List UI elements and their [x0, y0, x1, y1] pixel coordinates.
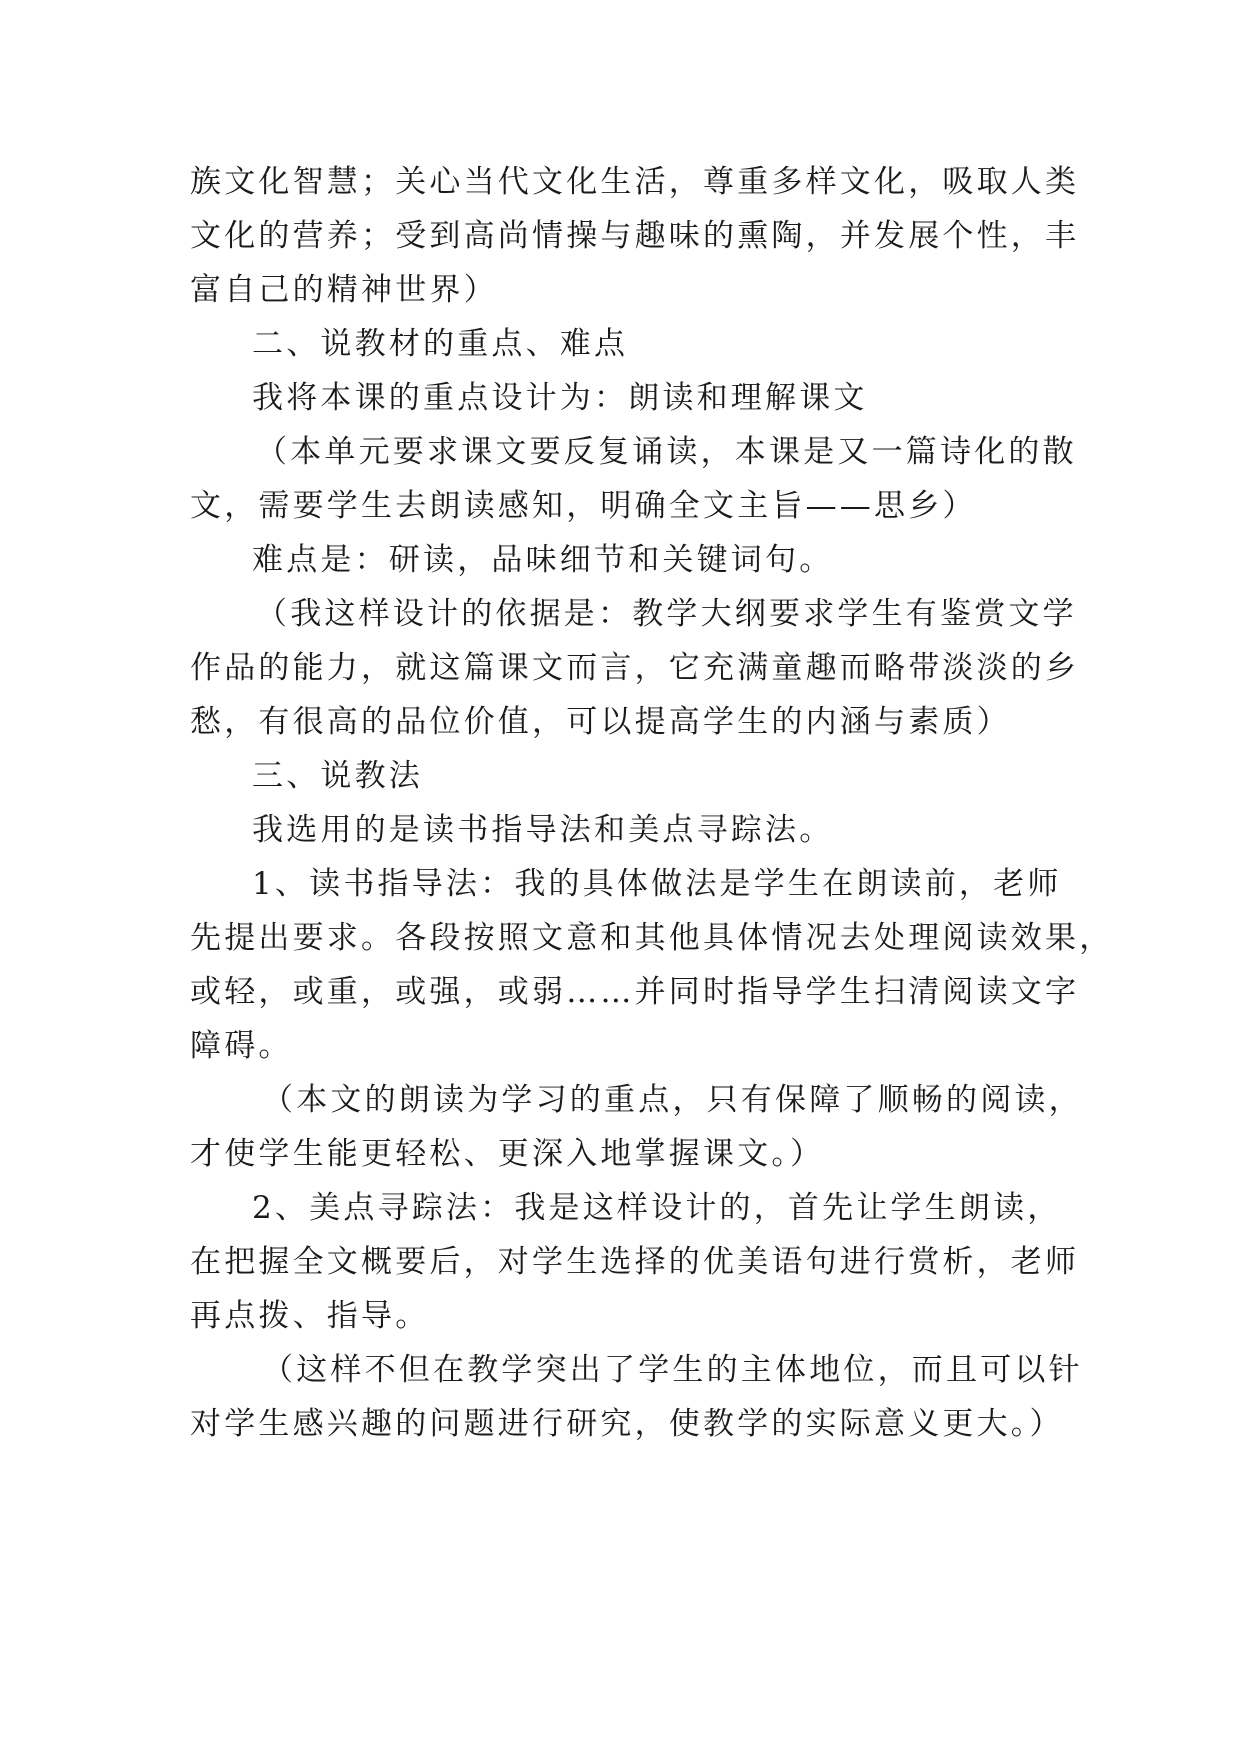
- text-line: 难点是：研读，品味细节和关键词句。: [252, 542, 834, 578]
- text-line: （这样不但在教学突出了学生的主体地位，而且可以针: [262, 1352, 1083, 1388]
- text-line: （本文的朗读为学习的重点，只有保障了顺畅的阅读，: [262, 1082, 1083, 1118]
- section-heading: 三、说教法: [252, 758, 423, 794]
- text-line: 在把握全文概要后，对学生选择的优美语句进行赏析，老师: [190, 1244, 1080, 1280]
- text-line: 文化的营养；受到高尚情操与趣味的熏陶，并发展个性，丰: [190, 218, 1080, 254]
- text-line: 文，需要学生去朗读感知，明确全文主旨——思乡）: [190, 488, 977, 524]
- text-line: 先提出要求。各段按照文意和其他具体情况去处理阅读效果，: [190, 920, 1114, 956]
- text-line: 族文化智慧；关心当代文化生活，尊重多样文化，吸取人类: [190, 164, 1080, 200]
- document-body: [190, 155, 1114, 1451]
- text-line: 再点拨、指导。: [190, 1298, 430, 1334]
- text-line: 或轻，或重，或强，或弱……并同时指导学生扫清阅读文字: [190, 974, 1080, 1010]
- text-line: 1、读书指导法：我的具体做法是学生在朗读前，老师: [252, 866, 1062, 902]
- text-line: 我将本课的重点设计为：朗读和理解课文: [252, 380, 868, 416]
- text-line: （我这样设计的依据是：教学大纲要求学生有鉴赏文学: [256, 596, 1077, 632]
- text-line: 愁，有很高的品位价值，可以提高学生的内涵与素质）: [190, 704, 1011, 740]
- text-line: 对学生感兴趣的问题进行研究，使教学的实际意义更大。）: [190, 1406, 1064, 1442]
- text-line: 富自己的精神世界）: [190, 272, 498, 308]
- text-line: 才使学生能更轻松、更深入地掌握课文。）: [190, 1136, 825, 1172]
- text-line: （本单元要求课文要反复诵读，本课是又一篇诗化的散: [256, 434, 1077, 470]
- text-line: 作品的能力，就这篇课文而言，它充满童趣而略带淡淡的乡: [190, 650, 1080, 686]
- text-line: 我选用的是读书指导法和美点寻踪法。: [252, 812, 834, 848]
- section-heading: 二、说教材的重点、难点: [252, 326, 629, 362]
- text-line: 2、美点寻踪法：我是这样设计的，首先让学生朗读，: [252, 1190, 1062, 1226]
- text-line: 障碍。: [190, 1028, 293, 1064]
